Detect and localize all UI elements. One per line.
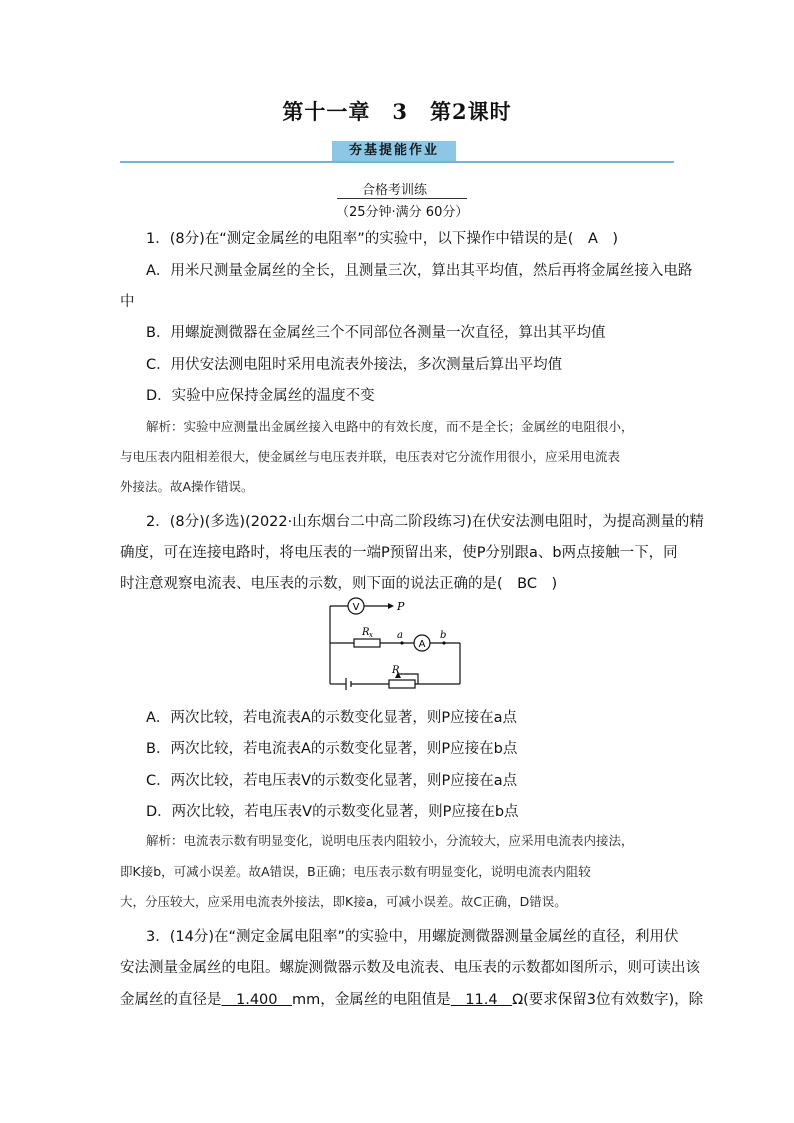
q3-line-1: 3．(14分)在“测定金属电阻率”的实验中，用螺旋测微器测量金属丝的直径，利用伏 [146, 929, 679, 945]
point-a-label: a [397, 630, 403, 641]
point-b-label: b [440, 630, 447, 641]
q1-explanation-1: 解析：实验中应测量出金属丝接入电路中的有效长度，而不是全长；金属丝的电阻很小， [146, 419, 634, 434]
voltmeter-label: V [352, 602, 360, 613]
q1-explanation-2: 与电压表内阻相差很大，使金属丝与电压表并联，电压表对它分流作用很小，应采用电流表 [120, 449, 621, 464]
q3-line-3-prefix: 金属丝的直径是 [120, 992, 222, 1008]
q3-answer-diameter: 1.400 [221, 992, 293, 1008]
q2-explanation-2: 即K接b，可减小误差。故A错误，B正确；电压表示数有明显变化，说明电流表内阻较 [120, 864, 591, 879]
q2-option-a: A．两次比较，若电流表A的示数变化显著，则P应接在a点 [146, 710, 517, 726]
q1-option-c: C．用伏安法测电阻时采用电流表外接法，多次测量后算出平均值 [146, 357, 563, 373]
q2-option-c: C．两次比较，若电压表V的示数变化显著，则P应接在a点 [146, 773, 518, 789]
q3-line-3 [120, 988, 703, 1009]
section-subtitle: （25分钟·满分 60分） [336, 205, 469, 220]
q3-line-3-middle: mm，金属丝的电阻值是 [292, 992, 451, 1008]
q2-option-d: D．两次比较，若电压表V的示数变化显著，则P应接在b点 [146, 804, 519, 820]
q3-line-2: 安法测量金属丝的电阻。螺旋测微器示数及电流表、电压表的示数都如图所示，则可读出该 [120, 960, 700, 976]
q2-explanation-3: 大，分压较大，应采用电流表外接法，即K接a，可减小误差。故C正确，D错误。 [120, 894, 567, 909]
point-p-label: P [397, 600, 405, 613]
q1-explanation-3: 外接法。故A操作错误。 [120, 479, 254, 494]
q1-option-d: D．实验中应保持金属丝的温度不变 [146, 388, 375, 404]
q3-line-3-suffix: Ω(要求保留3位有效数字)，除 [512, 992, 704, 1008]
q2-stem-1: 2．(8分)(多选)(2022·山东烟台二中高二阶段练习)在伏安法测电阻时，为提高测量的精 [146, 514, 704, 530]
rx-label: R [362, 627, 370, 638]
q2-explanation-1: 解析：电流表示数有明显变化，说明电压表内阻较小，分流较大，应采用电流表内接法， [146, 833, 634, 848]
header-rule [120, 161, 674, 163]
rx-subscript: x [369, 631, 373, 639]
q1-option-a: A．用米尺测量金属丝的全长，且测量三次，算出其平均值，然后再将金属丝接入电路 [146, 263, 693, 279]
homework-badge: 夯基提能作业 [332, 141, 456, 161]
q2-stem-2: 确度，可在连接电路时，将电压表的一端P预留出来，使P分别跟a、b两点接触一下，同 [120, 545, 678, 561]
q2-option-b: B．两次比较，若电流表A的示数变化显著，则P应接在b点 [146, 741, 518, 757]
q2-stem-3: 时注意观察电流表、电压表的示数，则下面的说法正确的是( BC ) [120, 576, 558, 592]
section-underline [337, 198, 467, 199]
r-label: R [392, 665, 400, 676]
ammeter-label: A [418, 639, 426, 650]
q3-answer-resistance: 11.4 [450, 992, 513, 1008]
arrow-icon [388, 603, 394, 609]
section-title: 合格考训练 [362, 183, 428, 198]
circuit-diagram [322, 596, 467, 692]
page-title: 第十一章 3 第2课时 [282, 99, 512, 124]
q1-option-a-cont: 中 [120, 294, 135, 310]
q1-option-b: B．用螺旋测微器在金属丝三个不同部位各测量一次直径，算出其平均值 [146, 325, 606, 341]
q1-stem: 1．(8分)在“测定金属丝的电阻率”的实验中，以下操作中错误的是( A ) [146, 231, 619, 247]
